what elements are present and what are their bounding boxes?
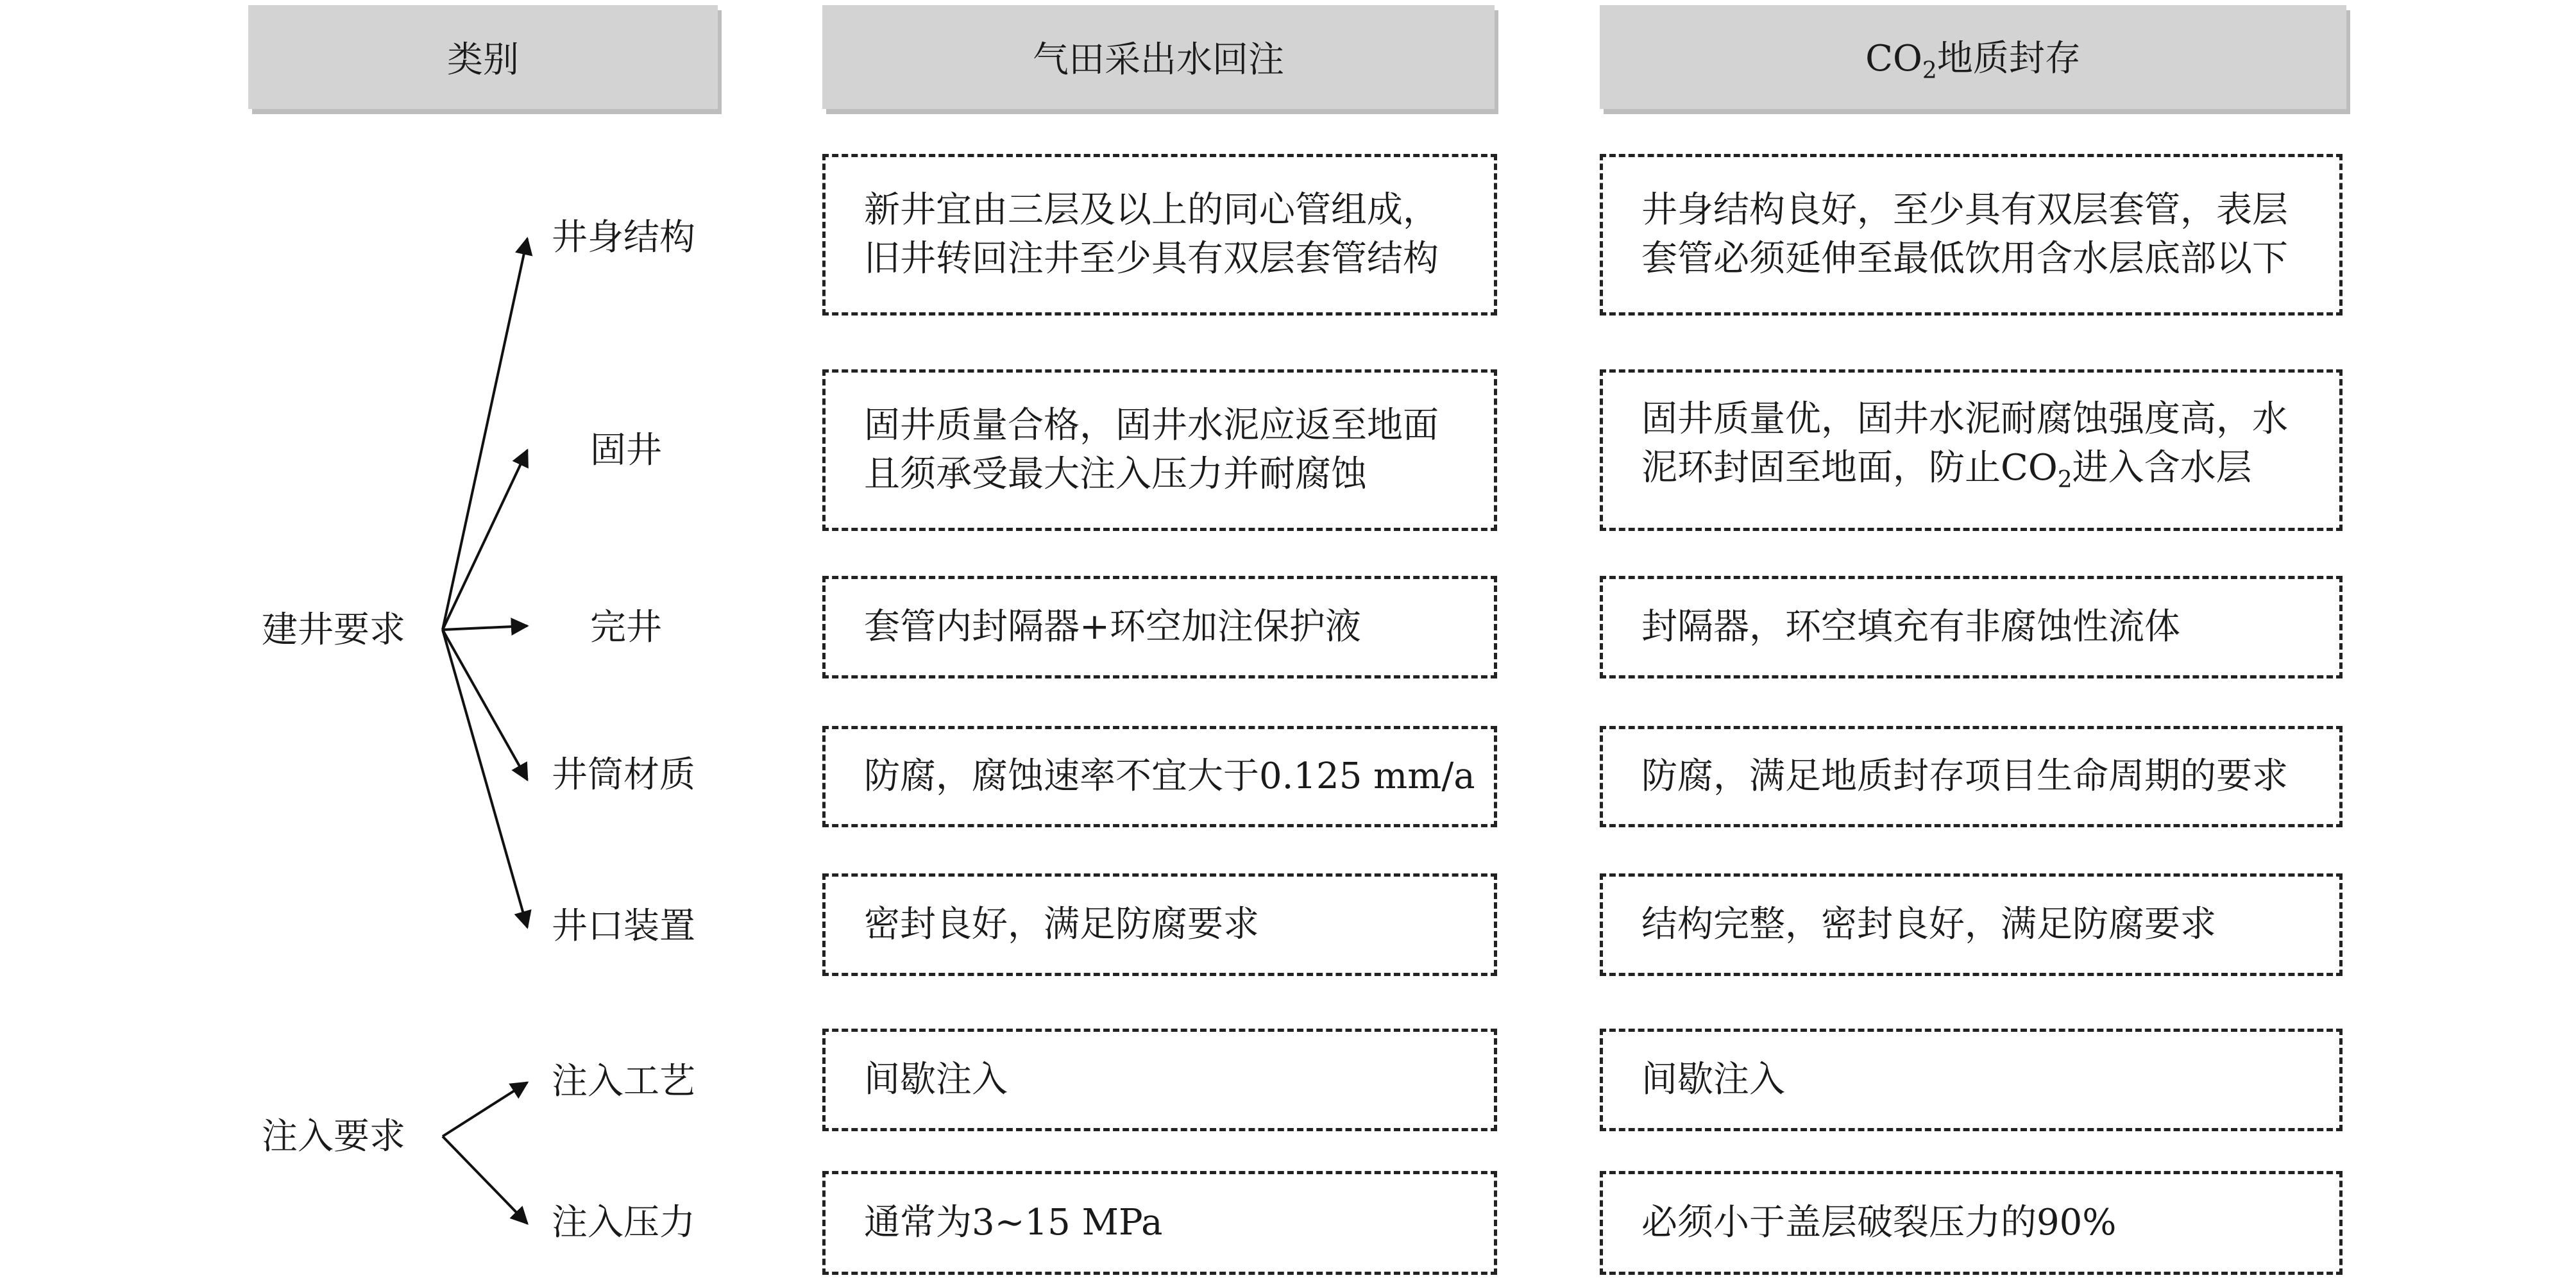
co2-row0-line2: 套管必须延伸至最低饮用含水层底部以下 [1641, 238, 2288, 280]
gas-cementing-box [822, 369, 1497, 531]
co2-row4-text: 结构完整，密封良好，满足防腐要求 [1641, 904, 2216, 945]
arrow-to-injection-pressure [443, 1136, 527, 1224]
header-co2-label: $CO_2$地质封存 [1865, 37, 2081, 85]
arrow-to-cementing [443, 450, 527, 630]
item-injection-pressure: 注入压力 [552, 1202, 695, 1243]
co2-injection-process-box [1600, 1029, 2343, 1131]
gas-row5-text: 间歇注入 [864, 1059, 1008, 1100]
item-completion: 完井 [590, 607, 662, 648]
item-injection-process: 注入工艺 [552, 1061, 695, 1102]
co2-row1-line2: 泥环封固至地面，防止$CO_2$进入含水层 [1641, 447, 2252, 494]
gas-row1-line1: 固井质量合格，固井水泥应返至地面 [864, 405, 1439, 446]
arrow-to-well-structure [443, 239, 527, 630]
gas-row4-text: 密封良好，满足防腐要求 [864, 904, 1259, 945]
co2-row5-text: 间歇注入 [1641, 1059, 1785, 1100]
item-wellbore-material: 井筒材质 [552, 754, 695, 796]
gas-row6-text: 通常为3~15 MPa [864, 1202, 1163, 1243]
co2-row6-text: 必须小于盖层破裂压力的90% [1641, 1202, 2117, 1243]
arrow-to-completion [443, 626, 527, 630]
item-wellhead: 井口装置 [552, 905, 695, 947]
co2-completion-box [1600, 576, 2343, 678]
item-well-structure: 井身结构 [552, 217, 695, 258]
gas-injection-pressure-box [822, 1171, 1497, 1275]
gas-row0-line1: 新井宜由三层及以上的同心管组成， [864, 189, 1439, 231]
arrow-to-injection-process [443, 1082, 527, 1136]
gas-material-box [822, 726, 1497, 827]
header-category-label: 类别 [447, 39, 519, 81]
co2-row2-text: 封隔器，环空填充有非腐蚀性流体 [1641, 606, 2180, 648]
gas-completion-box [822, 576, 1497, 678]
gas-row3-text: 防腐，腐蚀速率不宜大于0.125 mm/a [864, 755, 1475, 797]
gas-well-structure-box [822, 154, 1497, 316]
co2-injection-pressure-box [1600, 1171, 2343, 1275]
group-injection-requirements: 注入要求 [262, 1116, 405, 1158]
co2-material-box [1600, 726, 2343, 827]
co2-row1-line1: 固井质量优，固井水泥耐腐蚀强度高，水 [1641, 398, 2288, 441]
gas-injection-process-box [822, 1029, 1497, 1131]
co2-row0-line1: 井身结构良好，至少具有双层套管，表层 [1641, 189, 2288, 231]
co2-cementing-box [1600, 369, 2343, 531]
gas-wellhead-box [822, 873, 1497, 976]
arrow-to-wellbore-material [443, 630, 527, 780]
gas-row1-line2: 且须承受最大注入压力并耐腐蚀 [864, 453, 1367, 495]
co2-wellhead-box [1600, 873, 2343, 976]
item-cementing: 固井 [590, 430, 662, 471]
co2-well-structure-box [1600, 154, 2343, 316]
co2-row3-text: 防腐，满足地质封存项目生命周期的要求 [1641, 755, 2288, 797]
gas-row0-line2: 旧井转回注井至少具有双层套管结构 [864, 238, 1439, 280]
gas-row2-text: 套管内封隔器+环空加注保护液 [864, 606, 1361, 648]
arrow-to-wellhead [443, 630, 527, 927]
group-well-requirements: 建井要求 [262, 609, 405, 651]
header-gas-label: 气田采出水回注 [1033, 39, 1284, 81]
